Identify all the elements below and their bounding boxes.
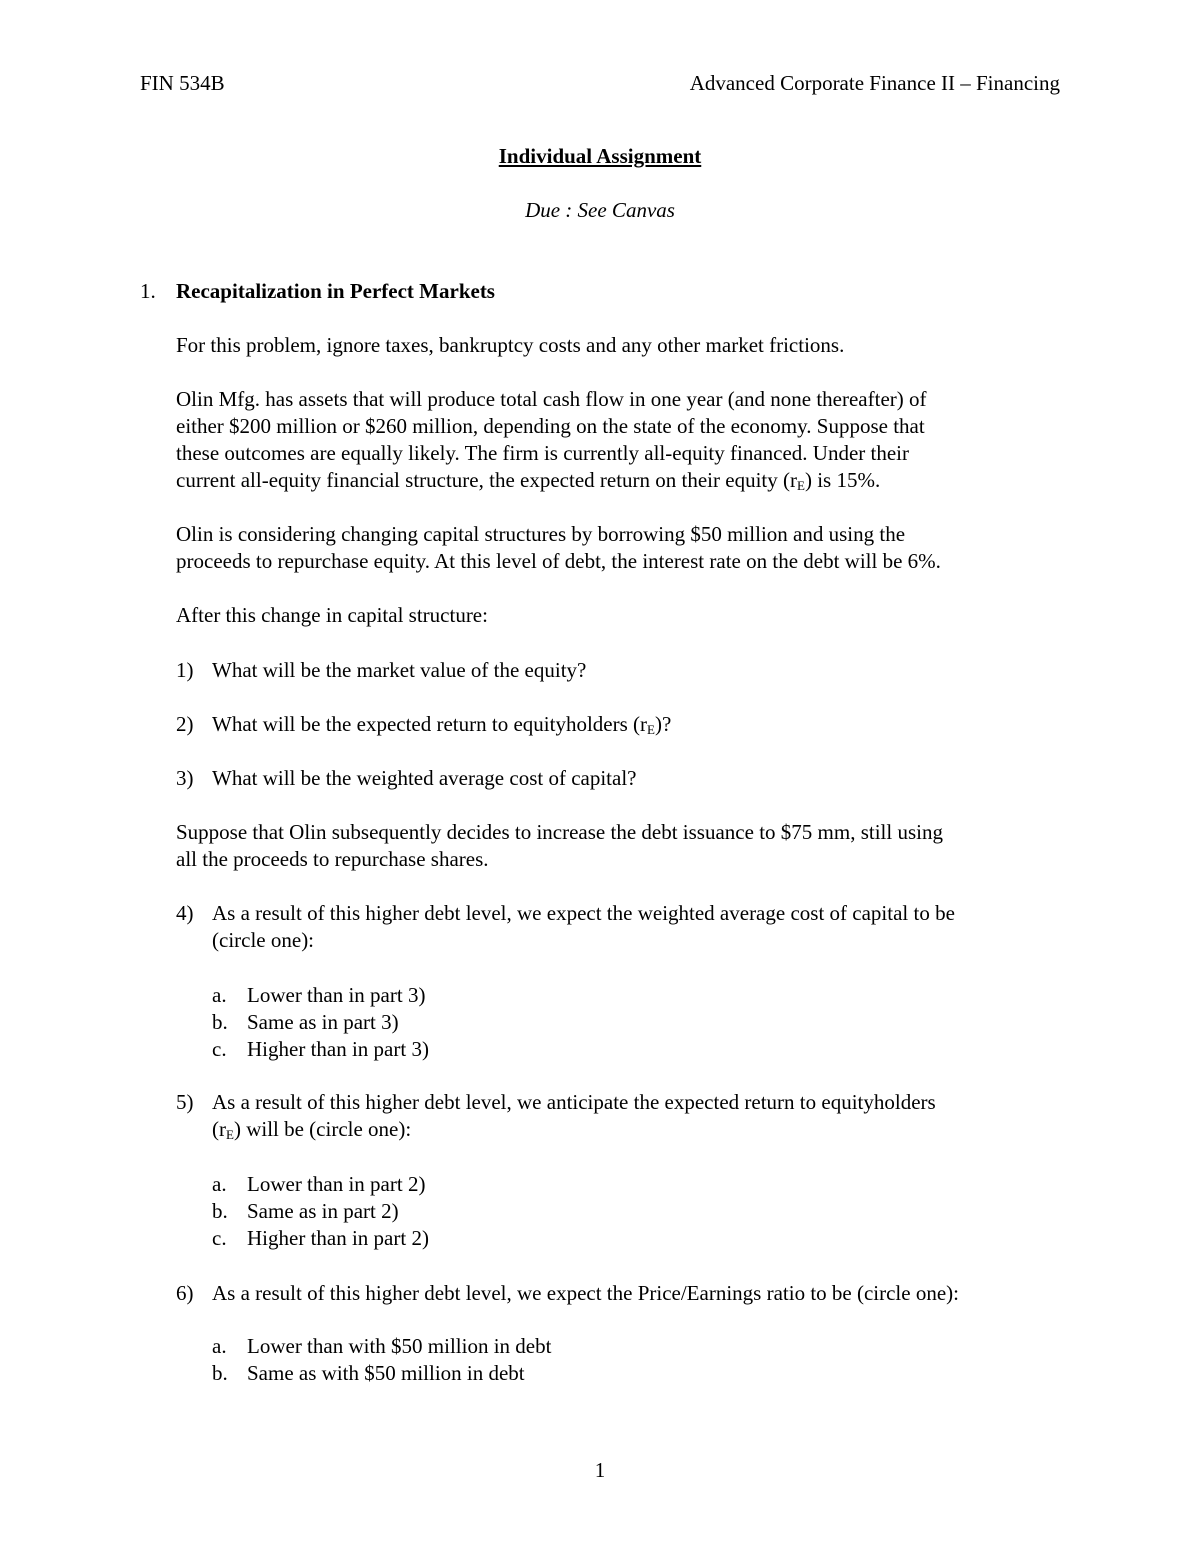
question-5-line2-pre: ( [212, 1117, 219, 1141]
equity-return-subscript: E [647, 722, 655, 737]
option-letter: b. [212, 1361, 228, 1385]
equity-return-subscript: E [797, 478, 805, 493]
question-1-text: What will be the market value of the equity? [212, 658, 587, 682]
question-4-line1: As a result of this higher debt level, we expect the weighted average cost of capital to be [212, 901, 955, 925]
option-letter: b. [212, 1010, 228, 1034]
question-2-text-post: )? [654, 712, 672, 736]
option-letter: a. [212, 1334, 227, 1358]
equity-return-subscript: E [226, 1127, 234, 1142]
equity-return-symbol: r [790, 468, 797, 492]
para3: After this change in capital structure: [176, 603, 488, 627]
para1-line4-post: ) is 15%. [804, 468, 881, 492]
question-5-line2-post: ) will be (circle one): [233, 1117, 412, 1141]
option-text: Same as in part 2) [247, 1199, 399, 1223]
option-text: Higher than in part 3) [247, 1037, 429, 1061]
option-letter: c. [212, 1226, 227, 1250]
option-letter: c. [212, 1037, 227, 1061]
para1-line4-pre: current all-equity financial structure, the expected return on their equity ( [176, 468, 790, 492]
due-line: Due : See Canvas [525, 198, 675, 222]
question-5-number: 5) [176, 1090, 194, 1114]
question-4-line2: (circle one): [212, 928, 315, 952]
para1-line2: either $200 million or $260 million, depending on the state of the economy. Suppose that [176, 414, 925, 438]
question-2-number: 2) [176, 712, 194, 736]
para4-line1: Suppose that Olin subsequently decides to increase the debt issuance to $75 mm, still using [176, 820, 943, 844]
question-5-line2 [212, 1116, 411, 1143]
question-2-text-pre: What will be the expected return to equityholders ( [212, 712, 641, 736]
para1-line1: Olin Mfg. has assets that will produce total cash flow in one year (and none thereafter) of [176, 387, 927, 411]
para2-line2: proceeds to repurchase equity. At this level of debt, the interest rate on the debt will be 6%. [176, 549, 941, 573]
intro-paragraph: For this problem, ignore taxes, bankruptcy costs and any other market frictions. [176, 333, 845, 357]
option-text: Lower than in part 2) [247, 1172, 426, 1196]
header-course-title: Advanced Corporate Finance II – Financing [689, 71, 1060, 95]
question-3-text: What will be the weighted average cost of capital? [212, 766, 637, 790]
option-text: Same as with $50 million in debt [247, 1361, 525, 1385]
question-6-number: 6) [176, 1281, 194, 1305]
option-text: Higher than in part 2) [247, 1226, 429, 1250]
equity-return-symbol: r [219, 1117, 226, 1141]
option-letter: a. [212, 1172, 227, 1196]
para1-line3: these outcomes are equally likely. The firm is currently all-equity financed. Under their [176, 441, 909, 465]
question-1-number: 1) [176, 658, 194, 682]
question-4-number: 4) [176, 901, 194, 925]
para1-line4 [176, 467, 880, 494]
header-course-code: FIN 534B [140, 71, 225, 95]
para2-line1: Olin is considering changing capital structures by borrowing $50 million and using the [176, 522, 906, 546]
question-6-line1: As a result of this higher debt level, we expect the Price/Earnings ratio to be (circle one): [212, 1281, 959, 1305]
page-number: 1 [594, 1458, 606, 1482]
section-title: Recapitalization in Perfect Markets [176, 279, 495, 303]
question-2-text [212, 711, 671, 738]
option-text: Lower than in part 3) [247, 983, 426, 1007]
option-text: Lower than with $50 million in debt [247, 1334, 552, 1358]
option-letter: a. [212, 983, 227, 1007]
page-title: Individual Assignment [498, 144, 702, 168]
question-5-line1: As a result of this higher debt level, we anticipate the expected return to equityholders [212, 1090, 936, 1114]
option-text: Same as in part 3) [247, 1010, 399, 1034]
equity-return-symbol: r [640, 712, 648, 736]
section-number: 1. [140, 279, 156, 303]
para4-line2: all the proceeds to repurchase shares. [176, 847, 489, 871]
option-letter: b. [212, 1199, 228, 1223]
question-3-number: 3) [176, 766, 194, 790]
